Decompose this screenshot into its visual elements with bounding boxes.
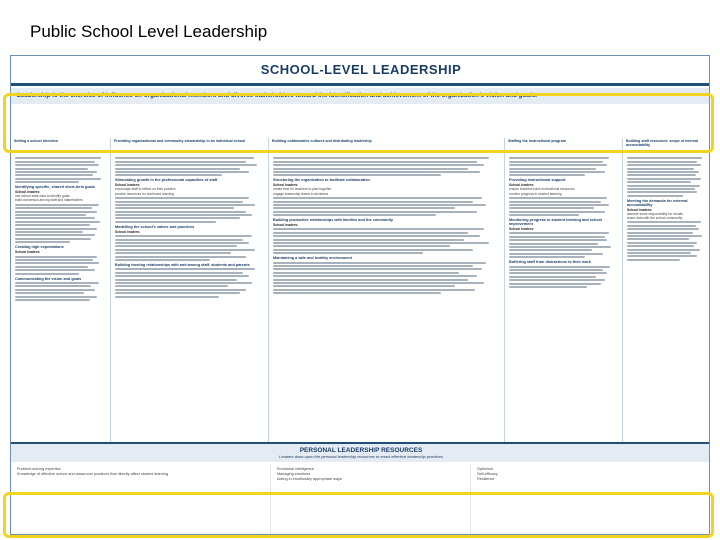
resources-header xyxy=(11,442,710,462)
practice-column xyxy=(623,154,710,442)
practice-heading: Building productive relationships with families and the community xyxy=(273,218,394,223)
resource-item: Self-efficacy xyxy=(477,472,498,476)
practice-bullet: engage leadership teams in decisions xyxy=(273,191,329,196)
practice-heading: Stimulating growth in the professional capacities of staff xyxy=(115,178,218,183)
practice-heading: Identifying specific, shared short-term goals xyxy=(15,185,95,190)
practice-bullet: use school-wide data to identify goals xyxy=(15,194,70,199)
practice-column xyxy=(11,154,111,442)
practice-subheading: School leaders: xyxy=(15,190,41,195)
practice-bullet: assume some responsibility for results xyxy=(627,211,683,216)
resource-item: Emotional intelligence xyxy=(277,467,314,471)
domain-header: Providing organizational and community stewardship in an individual school xyxy=(111,138,269,154)
domain-header: Staffing the instructional program xyxy=(505,138,623,154)
domain-header: Building collaborative cultures and distributing leadership xyxy=(269,138,505,154)
document-header xyxy=(11,56,710,86)
resources-title: PERSONAL LEADERSHIP RESOURCES xyxy=(299,447,423,454)
resource-item: Resilience xyxy=(477,477,495,481)
practice-subheading: School leaders: xyxy=(115,229,141,234)
practice-heading: Structuring the organization to facilitate collaboration xyxy=(273,178,370,183)
practice-bullet: create time for teachers to plan together xyxy=(273,187,332,192)
practice-heading: Building trusting relationships with and among staff, students and parents xyxy=(115,263,250,267)
practice-heading: Buffering staff from distractions to their work xyxy=(509,260,591,265)
practice-heading: Providing instructional support xyxy=(509,178,566,183)
practice-heading: Maintaining a safe and healthy environment xyxy=(273,256,352,261)
resource-item: Optimism xyxy=(477,467,494,471)
resources-subtitle: Leaders draw upon the personal leadership resources to enact effective leadership practices xyxy=(279,454,443,459)
practice-heading: Modelling the school's values and practices xyxy=(115,224,195,229)
practice-subheading: School leaders: xyxy=(15,250,41,255)
practice-heading: Monitoring progress in student learning and school improvement xyxy=(509,218,603,227)
practice-bullet: build consensus among staff and stakeholders xyxy=(15,198,83,203)
resource-item: Knowledge of effective school and classroom practices that directly affect student learning xyxy=(17,472,168,476)
practice-column xyxy=(505,154,623,442)
document-title: SCHOOL-LEVEL LEADERSHIP xyxy=(260,62,462,77)
practice-bullet: encourage staff to reflect on their practice xyxy=(115,187,176,192)
practice-subheading: School leaders: xyxy=(273,223,299,228)
domain-header: Setting a school direction xyxy=(11,138,111,154)
practice-heading: Meeting the demands for external accountability xyxy=(627,198,688,207)
practice-column xyxy=(111,154,269,442)
highlight-frame-bottom xyxy=(3,492,714,538)
leadership-definition: Leadership is the exercise of influence on organizational members and diverse stakeholders toward the identification and achievement of the organization's vision and goals. xyxy=(11,88,710,104)
resource-item: Problem-solving expertise xyxy=(17,467,61,471)
practice-subheading: School leaders: xyxy=(115,183,141,188)
highlight-frame-top xyxy=(3,93,714,153)
practice-subheading: School leaders: xyxy=(509,183,535,188)
resource-item: Managing emotions xyxy=(277,472,311,476)
practice-subheading: School leaders: xyxy=(273,183,299,188)
practice-bullet: monitor progress in student learning xyxy=(509,191,562,196)
domain-header: Building staff resources: scope of internal accountability xyxy=(623,138,710,154)
practice-bullet: ensure teachers have instructional resources xyxy=(509,187,575,192)
practice-heading: Creating high expectations xyxy=(15,245,64,250)
practice-heading: Communicating the vision and goals xyxy=(15,276,82,281)
slide-title: Public School Level Leadership xyxy=(30,22,268,41)
practice-bullet: provide resources for continued learning xyxy=(115,191,174,196)
practice-subheading: School leaders: xyxy=(509,227,535,232)
practice-subheading: School leaders: xyxy=(627,207,653,212)
practice-bullet: share data with the school community xyxy=(627,215,683,220)
resource-item: Acting in emotionally appropriate ways xyxy=(277,477,342,481)
practice-column xyxy=(269,154,505,442)
practice-columns xyxy=(11,154,710,442)
